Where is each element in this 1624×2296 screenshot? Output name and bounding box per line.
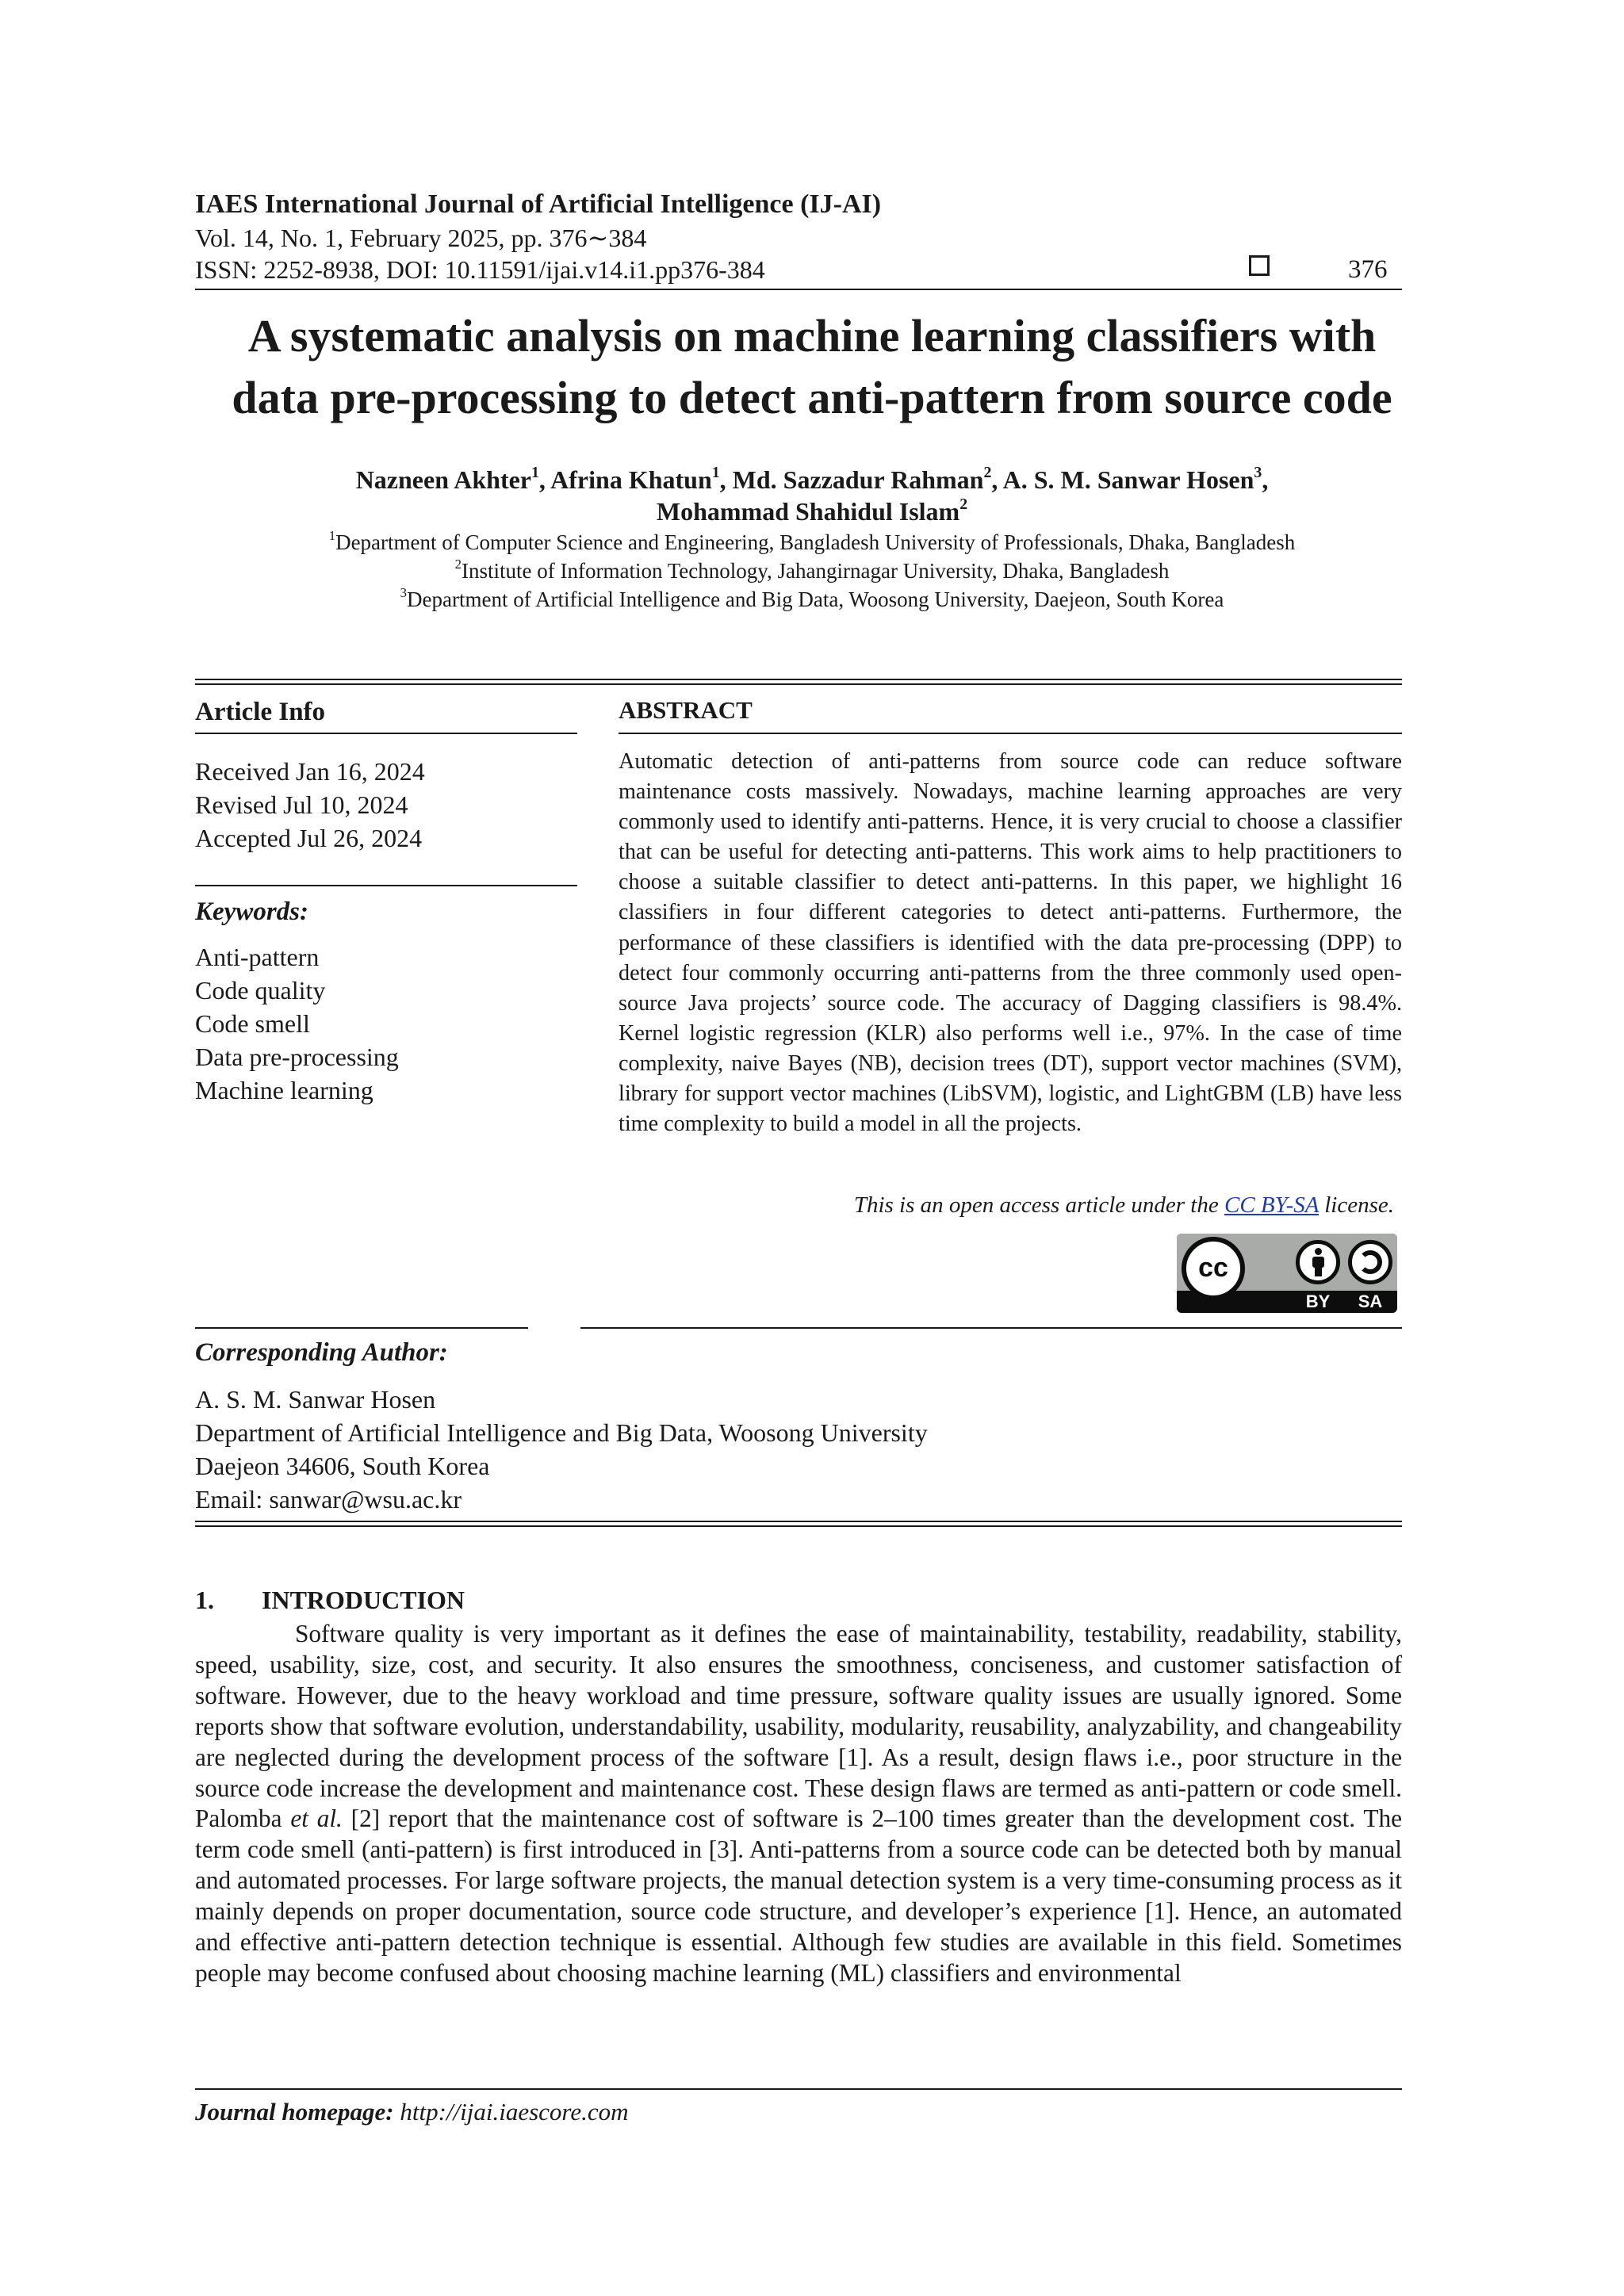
journal-issn-doi: ISSN: 2252-8938, DOI: 10.11591/ijai.v14.i1.pp376-384 bbox=[195, 255, 765, 284]
info-top-rule bbox=[195, 679, 1402, 680]
corresponding-rule-right bbox=[580, 1327, 1402, 1329]
author-name: Mohammad Shahidul Islam bbox=[656, 497, 960, 526]
article-info-rule bbox=[195, 733, 577, 734]
corresponding-rule-left bbox=[195, 1327, 528, 1329]
author-line-2: Mohammad Shahidul Islam$^2$ bbox=[656, 496, 968, 526]
corresponding-city: Daejeon 34606, South Korea bbox=[195, 1452, 490, 1480]
affiliation-3: $^3$Department of Artificial Intelligence and Big Data, Woosong University, Daejeon, South Korea bbox=[400, 585, 1224, 611]
article-dates bbox=[195, 755, 425, 855]
author-name: Afrina Khatun bbox=[550, 465, 712, 494]
keyword: Data pre-processing bbox=[195, 1043, 399, 1071]
corresponding-department: Department of Artificial Intelligence and Big Data, Woosong University bbox=[195, 1418, 928, 1447]
journal-homepage: Journal homepage: http://ijai.iaescore.com bbox=[195, 2098, 629, 2126]
footer-rule bbox=[195, 2088, 1402, 2090]
author-name: Nazneen Akhter bbox=[355, 465, 531, 494]
abstract-text: Automatic detection of anti-patterns from source code can reduce software maintenance costs massively. Nowadays, machine learning approaches are very commonly used to identify anti-patterns. Hence, it is very crucial to choose a classifier that can be useful for detecting anti-patterns. This work aims to help practitioners to choose a suitable classifier to detect anti-patterns. In this paper, we highlight 16 classifiers in four different categories to detect anti-patterns. Furthermore, the performance of these classifiers is identified with the data pre-processing (DPP) to detect four commonly occurring anti-patterns from the three commonly used open-source Java projects’ source code. The accuracy of Dagging classifiers is 98.4%. Kernel logistic regression (KLR) also performs well i.e., 97%. In the case of time complexity, naive Bayes (NB), decision trees (DT), support vector machines (SVM), library for support vector machines (LibSVM), logistic, and LightGBM (LB) have less time complexity to build a model in all the projects. bbox=[619, 749, 1402, 1137]
paper-title-line-2: data pre-processing to detect anti-pattern from source code bbox=[232, 372, 1392, 423]
keyword: Code smell bbox=[195, 1009, 310, 1038]
abstract-heading: ABSTRACT bbox=[619, 696, 753, 724]
journal-name: IAES International Journal of Artificial Intelligence (IJ-AI) bbox=[195, 189, 882, 219]
article-info-heading: Article Info bbox=[195, 698, 326, 726]
revised-date: Revised Jul 10, 2024 bbox=[195, 790, 408, 819]
received-date: Received Jan 16, 2024 bbox=[195, 757, 425, 786]
corresponding-author-heading: Corresponding Author: bbox=[195, 1338, 448, 1367]
keyword: Code quality bbox=[195, 976, 326, 1004]
cc-icon: cc bbox=[1182, 1237, 1245, 1300]
share-alike-icon bbox=[1348, 1240, 1392, 1284]
abstract-rule bbox=[619, 733, 1402, 734]
badge-by-label: BY bbox=[1305, 1292, 1331, 1311]
author-name: Md. Sazzadur Rahman bbox=[732, 465, 984, 494]
affiliation-2: $^2$Institute of Information Technology, Jahangirnagar University, Dhaka, Bangladesh bbox=[454, 557, 1170, 583]
square-box-icon bbox=[1249, 255, 1270, 276]
dates-rule bbox=[195, 885, 577, 886]
attribution-person-icon bbox=[1296, 1240, 1340, 1284]
keywords-list bbox=[195, 940, 399, 1107]
info-bottom-rule-2 bbox=[195, 1525, 1402, 1527]
page-number: 376 bbox=[1348, 255, 1388, 284]
corresponding-author-block bbox=[195, 1383, 928, 1516]
corresponding-name: A. S. M. Sanwar Hosen bbox=[195, 1385, 436, 1414]
license-statement: This is an open access article under the CC BY-SA license. bbox=[853, 1192, 1394, 1218]
corresponding-email[interactable]: Email: sanwar@wsu.ac.kr bbox=[195, 1485, 462, 1513]
section-heading-introduction: 1. INTRODUCTION bbox=[195, 1586, 465, 1614]
keywords-heading: Keywords: bbox=[195, 897, 308, 926]
info-bottom-rule bbox=[195, 1521, 1402, 1522]
keyword: Machine learning bbox=[195, 1076, 373, 1104]
keyword: Anti-pattern bbox=[195, 943, 320, 971]
affiliation-1: $^1$Department of Computer Science and Engineering, Bangladesh University of Professionals, Dhaka, Bangladesh bbox=[328, 528, 1296, 554]
journal-volume: Vol. 14, No. 1, February 2025, pp. 376∼384 bbox=[195, 224, 647, 252]
author-name: A. S. M. Sanwar Hosen bbox=[1002, 465, 1254, 494]
cc-by-sa-link[interactable]: CC BY-SA bbox=[1224, 1192, 1319, 1218]
cc-by-sa-badge[interactable] bbox=[1177, 1234, 1397, 1313]
badge-sa-label: SA bbox=[1358, 1292, 1383, 1311]
author-line-1: Nazneen Akhter$^1$, Afrina Khatun$^1$, Md. Sazzadur Rahman$^2$, A. S. M. Sanwar Hosen$^3$, bbox=[355, 464, 1269, 494]
header-rule bbox=[195, 289, 1402, 290]
homepage-link[interactable]: http://ijai.iaescore.com bbox=[400, 2098, 629, 2126]
introduction-text: Software quality is very important as it defines the ease of maintainability, testability, readability, stability, speed, usability, size, cost, and security. It also ensures the smoothness, conciseness, and customer satisfaction of software. However, due to the heavy workload and time pressure, software quality issues are usually ignored. Some reports show that software evolution, understandability, usability, modularity, reusability, analyzability, and changeability are neglected during the development process of the software [1]. As a result, design flaws i.e., poor structure in the source code increase the development and maintenance cost. These design flaws are termed as anti-pattern or code smell. Palomba et al. [2] report that the maintenance cost of software is 2–100 times greater than the development cost. The term code smell (anti-pattern) is first introduced in [3]. Anti-patterns from a source code can be detected both by manual and automated processes. For large software projects, the manual detection system is a very time-consuming process as it mainly depends on proper documentation, source code structure, and developer’s experience [1]. Hence, an automated and effective anti-pattern detection technique is essential. Although few studies are available in this field. Sometimes people may become confused about choosing machine learning (ML) classifiers and environmental bbox=[195, 1620, 1402, 1987]
paper-title-line-1: A systematic analysis on machine learning classifiers with bbox=[247, 310, 1377, 362]
info-top-rule-2 bbox=[195, 683, 1402, 685]
accepted-date: Accepted Jul 26, 2024 bbox=[195, 824, 423, 852]
